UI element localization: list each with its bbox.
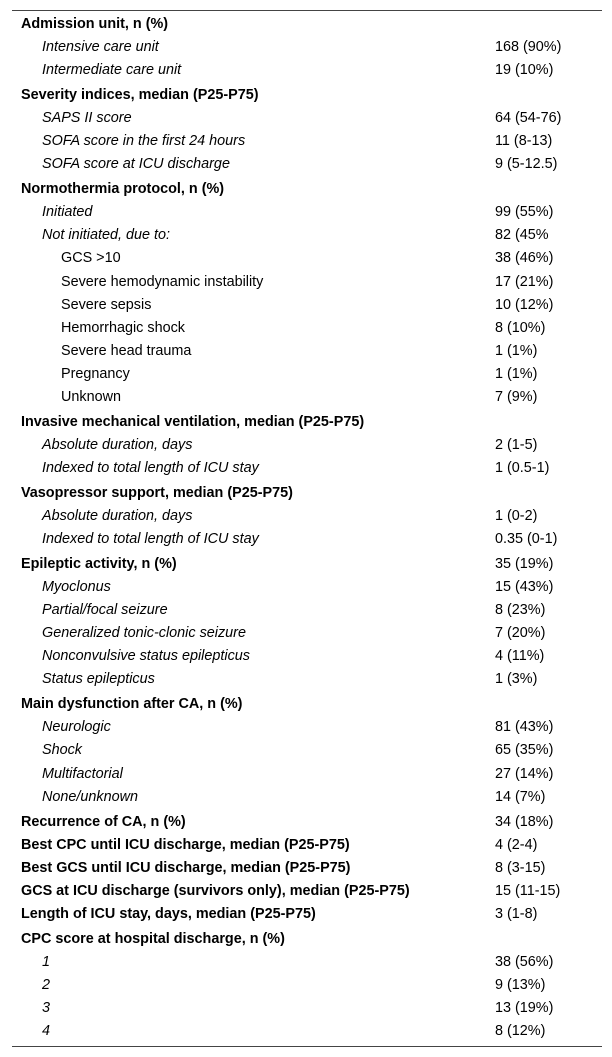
row-value: 9 (13%) xyxy=(495,976,546,993)
row-value: 17 (21%) xyxy=(495,273,554,290)
row-value xyxy=(486,926,602,951)
row-value: 15 (11-15) xyxy=(495,882,561,899)
table-row xyxy=(12,763,602,786)
table-row xyxy=(12,82,602,107)
row-label: SOFA score in the first 24 hours xyxy=(42,133,246,150)
row-value: 11 (8-13) xyxy=(495,133,553,150)
row-label: Not initiated, due to: xyxy=(42,227,170,244)
row-value: 13 (19%) xyxy=(495,999,554,1016)
table-row xyxy=(12,13,602,36)
row-value: 82 (45% xyxy=(495,227,549,244)
row-label: 1 xyxy=(42,953,51,970)
table-row xyxy=(12,317,602,340)
row-label: Normothermia protocol, n (%) xyxy=(21,181,225,198)
row-value: 1 (1%) xyxy=(495,365,538,382)
row-value: 1 (1%) xyxy=(495,342,538,359)
row-value xyxy=(486,176,602,201)
table-row xyxy=(12,340,602,363)
table-row xyxy=(12,622,602,645)
table-row xyxy=(12,107,602,130)
row-label: SAPS II score xyxy=(42,110,132,127)
table-row xyxy=(12,716,602,739)
table-row xyxy=(12,59,602,82)
row-label: Severity indices, median (P25-P75) xyxy=(21,87,259,104)
row-label: Severe hemodynamic instability xyxy=(61,273,264,290)
row-label: Neurologic xyxy=(42,719,111,736)
row-label: Multifactorial xyxy=(42,765,123,782)
table-row xyxy=(12,505,602,528)
row-value: 8 (3-15) xyxy=(495,859,546,876)
row-label: Epileptic activity, n (%) xyxy=(21,556,177,573)
row-value: 4 (11%) xyxy=(495,648,545,665)
row-value: 34 (18%) xyxy=(495,813,554,830)
row-label: Severe head trauma xyxy=(61,342,192,359)
table-row xyxy=(12,576,602,599)
row-value: 35 (19%) xyxy=(495,556,554,573)
table-row xyxy=(12,739,602,762)
row-label: Nonconvulsive status epilepticus xyxy=(42,648,250,665)
row-label: Unknown xyxy=(61,388,121,405)
row-value: 1 (3%) xyxy=(495,671,538,688)
row-value xyxy=(486,480,602,505)
row-label: Hemorrhagic shock xyxy=(61,319,185,336)
table-row xyxy=(12,36,602,59)
table-row xyxy=(12,224,602,247)
row-label: Intermediate care unit xyxy=(42,62,182,79)
table-row xyxy=(12,247,602,270)
table-row xyxy=(12,1020,602,1043)
row-value: 19 (10%) xyxy=(495,62,554,79)
table-row xyxy=(12,271,602,294)
table-row xyxy=(12,434,602,457)
row-value: 8 (10%) xyxy=(495,319,546,336)
row-label: Admission unit, n (%) xyxy=(21,16,169,32)
row-value: 7 (9%) xyxy=(495,388,538,405)
row-label: Absolute duration, days xyxy=(42,436,193,453)
row-label: Length of ICU stay, days, median (P25-P75) xyxy=(21,905,316,922)
row-label: Indexed to total length of ICU stay xyxy=(42,459,259,476)
row-label: Status epilepticus xyxy=(42,671,155,688)
table-row xyxy=(12,903,602,926)
table-row xyxy=(12,551,602,576)
table-row xyxy=(12,645,602,668)
table-row xyxy=(12,668,602,691)
table-row xyxy=(12,691,602,716)
row-value: 38 (46%) xyxy=(495,250,554,267)
table-row xyxy=(12,951,602,974)
row-value xyxy=(486,82,602,107)
row-value: 64 (54-76) xyxy=(495,110,562,127)
row-value: 2 (1-5) xyxy=(495,436,538,453)
row-value: 0.35 (0-1) xyxy=(495,531,558,548)
row-value: 9 (5-12.5) xyxy=(495,156,558,173)
row-label: Main dysfunction after CA, n (%) xyxy=(21,696,243,713)
row-value: 3 (1-8) xyxy=(495,905,538,922)
table-row xyxy=(12,997,602,1020)
row-label: Invasive mechanical ventilation, median (P25-P75) xyxy=(21,413,365,430)
row-value: 8 (12%) xyxy=(495,1023,546,1040)
row-label: Myoclonus xyxy=(42,579,111,596)
row-label: Vasopressor support, median (P25-P75) xyxy=(21,484,293,501)
row-value: 1 (0-2) xyxy=(495,507,538,524)
table-row xyxy=(12,857,602,880)
row-label: SOFA score at ICU discharge xyxy=(42,156,230,173)
row-label: Recurrence of CA, n (%) xyxy=(21,813,186,830)
table-row xyxy=(12,480,602,505)
clinical-data-table-container xyxy=(12,10,602,1047)
clinical-data-table xyxy=(12,13,602,1043)
table-row xyxy=(12,786,602,809)
row-value: 15 (43%) xyxy=(495,579,554,596)
row-value xyxy=(486,13,602,36)
table-row xyxy=(12,457,602,480)
table-row xyxy=(12,974,602,997)
row-label: Generalized tonic-clonic seizure xyxy=(42,625,246,642)
row-value xyxy=(486,409,602,434)
row-label: Best CPC until ICU discharge, median (P25-P75) xyxy=(21,836,350,853)
row-label: Initiated xyxy=(42,204,93,221)
row-label: Best GCS until ICU discharge, median (P25-P75) xyxy=(21,859,351,876)
row-value: 168 (90%) xyxy=(495,39,562,56)
row-value: 7 (20%) xyxy=(495,625,546,642)
table-row xyxy=(12,176,602,201)
row-label: GCS at ICU discharge (survivors only), median (P25-P75) xyxy=(21,882,410,899)
row-value: 8 (23%) xyxy=(495,602,546,619)
row-value: 10 (12%) xyxy=(495,296,554,313)
row-value: 27 (14%) xyxy=(495,765,554,782)
table-row xyxy=(12,130,602,153)
table-row xyxy=(12,809,602,834)
table-row xyxy=(12,409,602,434)
row-value xyxy=(486,691,602,716)
row-value: 1 (0.5-1) xyxy=(495,459,550,476)
row-label: Partial/focal seizure xyxy=(42,602,168,619)
row-label: 3 xyxy=(42,999,51,1016)
row-label: Shock xyxy=(42,742,82,759)
row-value: 81 (43%) xyxy=(495,719,554,736)
table-row xyxy=(12,153,602,176)
table-row xyxy=(12,386,602,409)
row-label: GCS >10 xyxy=(61,250,121,267)
table-row xyxy=(12,294,602,317)
table-row xyxy=(12,926,602,951)
table-row xyxy=(12,599,602,622)
row-label: Absolute duration, days xyxy=(42,507,193,524)
row-value: 38 (56%) xyxy=(495,953,554,970)
row-value: 4 (2-4) xyxy=(495,836,538,853)
row-value: 99 (55%) xyxy=(495,204,554,221)
row-label: Severe sepsis xyxy=(61,296,152,313)
row-label: 2 xyxy=(42,976,51,993)
row-label: Pregnancy xyxy=(61,365,130,382)
row-label: None/unknown xyxy=(42,788,139,805)
table-row xyxy=(12,201,602,224)
table-row xyxy=(12,834,602,857)
table-row xyxy=(12,880,602,903)
row-label: 4 xyxy=(42,1023,51,1040)
table-row xyxy=(12,363,602,386)
row-value: 65 (35%) xyxy=(495,742,554,759)
row-label: Intensive care unit xyxy=(42,39,159,56)
table-row xyxy=(12,528,602,551)
row-value: 14 (7%) xyxy=(495,788,546,805)
row-label: Indexed to total length of ICU stay xyxy=(42,531,259,548)
row-label: CPC score at hospital discharge, n (%) xyxy=(21,930,285,947)
